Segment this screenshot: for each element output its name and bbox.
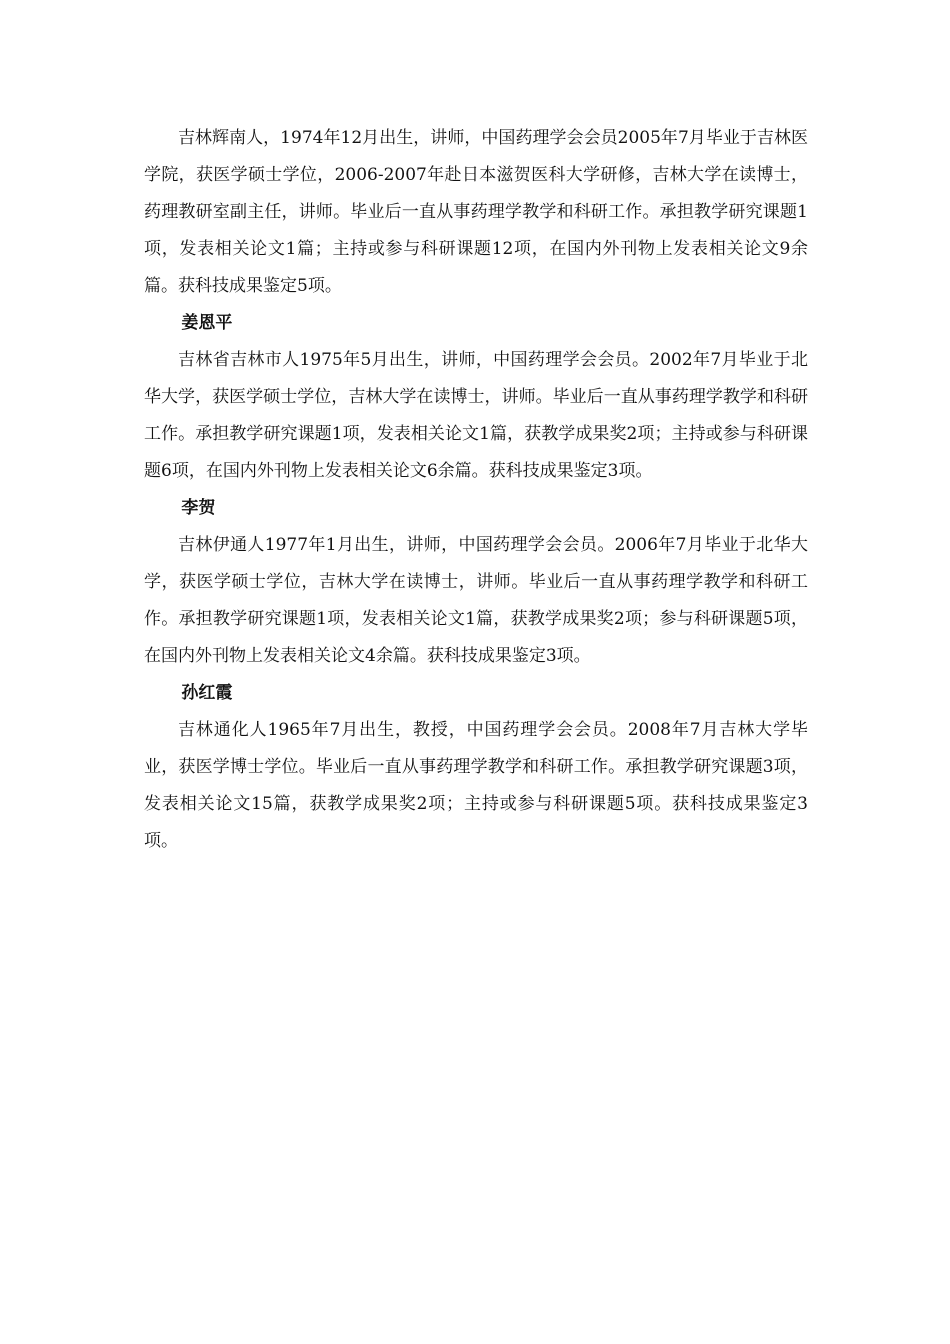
person-name-heading: 孙红霞 <box>181 683 233 703</box>
bio-paragraph: 吉林通化人1965年7月出生，教授，中国药理学会会员。2008年7月吉林大学毕业，获医学博士学位。毕业后一直从事药理学教学和科研工作。承担教学研究课题3项，发表相关论文15篇，获教学成果奖2项；主持或参与科研课题5项。获科技成果鉴定3项。 <box>144 720 808 851</box>
bio-paragraph: 吉林辉南人，1974年12月出生，讲师，中国药理学会会员2005年7月毕业于吉林医学院，获医学硕士学位，2006-2007年赴日本滋贺医科大学研修，吉林大学在读博士，药理教研室副主任，讲师。毕业后一直从事药理学教学和科研工作。承担教学研究课题1项，发表相关论文1篇；主持或参与科研课题12项，在国内外刊物上发表相关论文9余篇。获科技成果鉴定5项。 <box>144 128 808 296</box>
person-name-heading: 姜恩平 <box>181 313 233 333</box>
person-name-heading: 李贺 <box>181 498 216 518</box>
bio-paragraph: 吉林伊通人1977年1月出生，讲师，中国药理学会会员。2006年7月毕业于北华大学，获医学硕士学位，吉林大学在读博士，讲师。毕业后一直从事药理学教学和科研工作。承担教学研究课题1项，发表相关论文1篇，获教学成果奖2项；参与科研课题5项，在国内外刊物上发表相关论文4余篇。获科技成果鉴定3项。 <box>144 535 808 666</box>
bio-paragraph: 吉林省吉林市人1975年5月出生，讲师，中国药理学会会员。2002年7月毕业于北华大学，获医学硕士学位，吉林大学在读博士，讲师。毕业后一直从事药理学教学和科研工作。承担教学研究课题1项，发表相关论文1篇，获教学成果奖2项；主持或参与科研课题6项，在国内外刊物上发表相关论文6余篇。获科技成果鉴定3项。 <box>144 350 808 481</box>
document-body <box>144 120 808 860</box>
